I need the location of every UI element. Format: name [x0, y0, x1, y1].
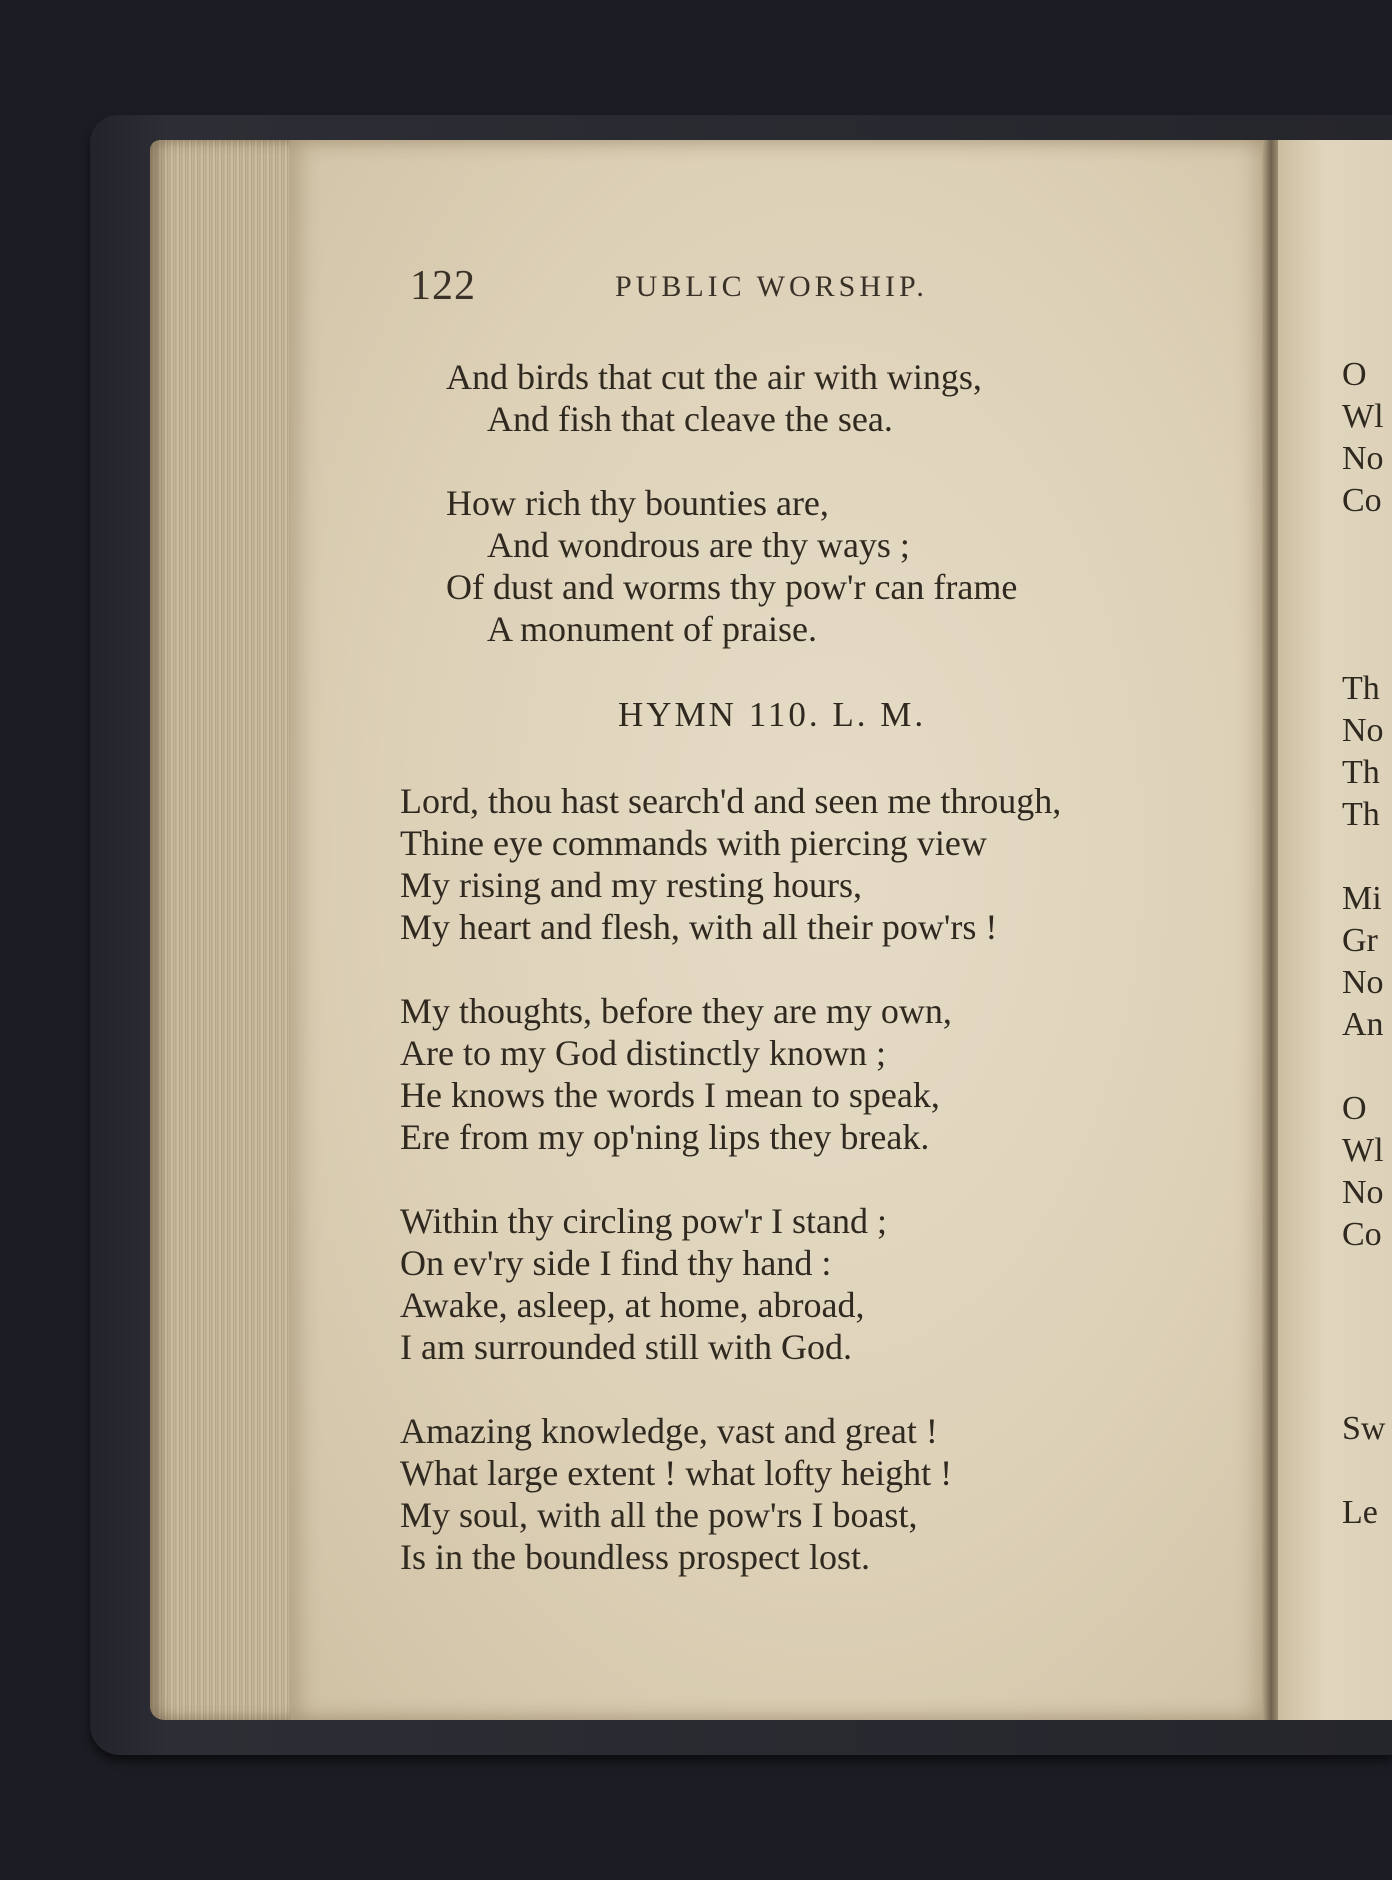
right-fragment: No: [1342, 964, 1384, 1001]
right-fragment: O: [1342, 356, 1367, 393]
verse-line: My soul, with all the pow'rs I boast,: [400, 1495, 918, 1535]
right-fragment: Th: [1342, 754, 1380, 791]
right-fragment: Mi: [1342, 880, 1382, 917]
right-fragment: Th: [1342, 796, 1380, 833]
right-fragment: Wl: [1342, 1132, 1384, 1169]
running-head: PUBLIC WORSHIP.: [615, 270, 928, 303]
right-fragment: No: [1342, 440, 1384, 477]
right-fragment: Le: [1342, 1494, 1378, 1531]
verse-line: Ere from my op'ning lips they break.: [400, 1117, 930, 1157]
verse-line: Amazing knowledge, vast and great !: [400, 1411, 938, 1451]
verse-line: My heart and flesh, with all their pow'rs !: [400, 907, 998, 947]
right-fragment: No: [1342, 1174, 1384, 1211]
verse-line: What large extent ! what lofty height !: [400, 1453, 953, 1493]
right-fragment: No: [1342, 712, 1384, 749]
verse-line: Is in the boundless prospect lost.: [400, 1537, 870, 1577]
verse-line: A monument of praise.: [487, 609, 817, 649]
verse-line: Within thy circling pow'r I stand ;: [400, 1201, 887, 1241]
verse-line: My rising and my resting hours,: [400, 865, 862, 905]
verse-line: Are to my God distinctly known ;: [400, 1033, 886, 1073]
right-fragment: O: [1342, 1090, 1367, 1127]
verse-line: My thoughts, before they are my own,: [400, 991, 952, 1031]
right-fragment: Sw: [1342, 1410, 1386, 1447]
verse-line: Awake, asleep, at home, abroad,: [400, 1285, 865, 1325]
verse-line: I am surrounded still with God.: [400, 1327, 852, 1367]
page-fore-edge: [150, 140, 295, 1720]
right-fragment: An: [1342, 1006, 1384, 1043]
verse-line: Thine eye commands with piercing view: [400, 823, 987, 863]
verse-line: On ev'ry side I find thy hand :: [400, 1243, 832, 1283]
right-fragment: Co: [1342, 1216, 1382, 1253]
verse-line: How rich thy bounties are,: [446, 483, 829, 523]
right-fragment: Gr: [1342, 922, 1378, 959]
verse-line: Lord, thou hast search'd and seen me through,: [400, 781, 1062, 821]
page-number: 122: [410, 263, 476, 309]
verse-line: And birds that cut the air with wings,: [446, 357, 982, 397]
right-fragment: Th: [1342, 670, 1380, 707]
verse-line: And fish that cleave the sea.: [487, 399, 893, 439]
verse-line: Of dust and worms thy pow'r can frame: [446, 567, 1018, 607]
right-fragment: Co: [1342, 482, 1382, 519]
verse-line: He knows the words I mean to speak,: [400, 1075, 940, 1115]
hymn-title: HYMN 110. L. M.: [618, 695, 927, 734]
verse-line: And wondrous are thy ways ;: [487, 525, 910, 565]
right-fragment: Wl: [1342, 398, 1384, 435]
